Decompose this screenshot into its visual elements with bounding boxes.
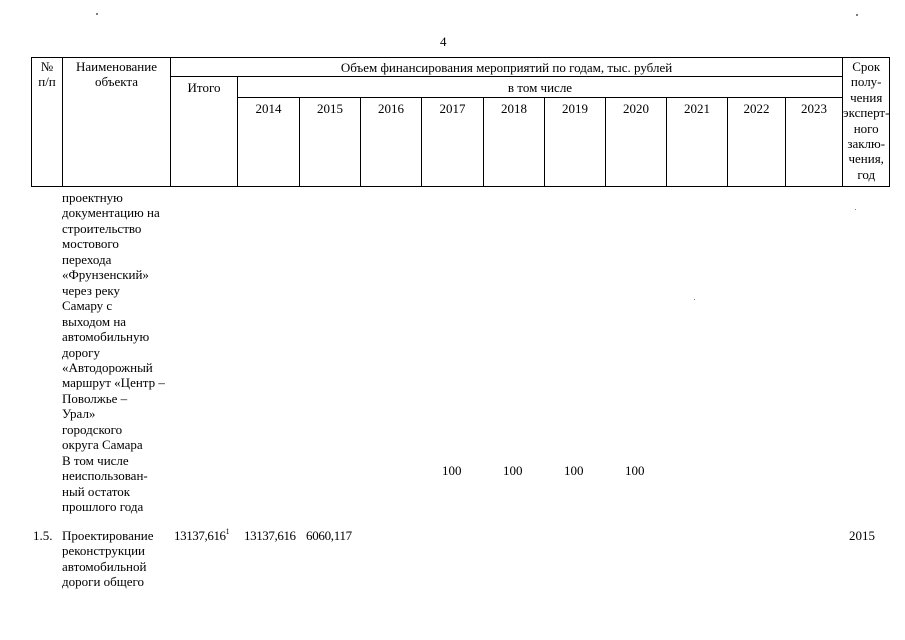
- header-year: 2023: [786, 98, 843, 187]
- name-line: В том числе: [62, 452, 129, 468]
- page-number: 4: [440, 34, 447, 49]
- header-year: 2016: [361, 98, 422, 187]
- unused-2017: 100: [442, 463, 462, 478]
- header-deadline-cell: [843, 58, 890, 187]
- name-line: проектную: [62, 190, 123, 205]
- header-year: 2018: [484, 98, 545, 187]
- header-funding: Объем финансирования мероприятий по годам, тыс. рублей: [171, 58, 843, 77]
- footnote-mark: 1: [225, 527, 230, 536]
- name-line: реконструкции: [62, 543, 146, 559]
- name-line: маршрут «Центр –: [62, 375, 165, 391]
- header-year: 2014: [238, 98, 300, 187]
- unused-2019: 100: [564, 463, 584, 478]
- item-name: [62, 528, 170, 590]
- item-2015: 6060,117: [306, 528, 352, 543]
- item-deadline: 2015: [849, 528, 875, 543]
- name-line: «Фрунзенский»: [62, 267, 149, 283]
- name-line: автомобильной: [62, 558, 147, 574]
- name-line: неиспользован-: [62, 468, 148, 484]
- name-line: Проектирование: [62, 528, 154, 543]
- name-line: городского: [62, 421, 123, 437]
- name-line: перехода: [62, 251, 112, 267]
- header-deadline-line: год: [857, 166, 876, 182]
- scan-speck: [855, 209, 856, 210]
- name-line: дороги общего: [62, 574, 145, 590]
- unused-2020: 100: [625, 463, 645, 478]
- name-line: Самару с: [62, 298, 113, 314]
- header-year: 2019: [545, 98, 606, 187]
- header-total: Итого: [171, 77, 238, 187]
- header-name-cell: [63, 58, 171, 187]
- name-line: прошлого года: [62, 499, 144, 515]
- header-deadline-line: эксперт-: [843, 105, 890, 121]
- name-line: строительство: [62, 220, 142, 236]
- header-year: 2021: [667, 98, 728, 187]
- name-line: Урал»: [62, 406, 96, 422]
- name-line: автомобильную: [62, 329, 150, 345]
- name-line: мостового: [62, 236, 119, 252]
- item-total: [174, 528, 229, 543]
- item-number: 1.5.: [33, 528, 53, 543]
- scan-speck: [856, 14, 858, 16]
- header-year: 2020: [606, 98, 667, 187]
- item-2014: 13137,616: [244, 528, 296, 543]
- name-line: Поволжье –: [62, 390, 128, 406]
- scan-speck: [694, 299, 695, 300]
- name-line: дорогу: [62, 344, 100, 360]
- header-deadline-line: полу-: [850, 74, 882, 90]
- header-name: Наименование объекта: [76, 59, 157, 89]
- header-year: 2017: [422, 98, 484, 187]
- name-line: «Автодорожный: [62, 359, 153, 375]
- header-deadline-line: заклю-: [847, 136, 886, 152]
- header-num: № п/п: [38, 59, 56, 89]
- item-total-value: 13137,616: [174, 528, 226, 543]
- name-line: через реку: [62, 282, 121, 298]
- header-deadline-line: Срок: [852, 59, 881, 74]
- continued-object-name: [62, 190, 170, 515]
- table-header: [31, 57, 890, 187]
- header-year: 2022: [728, 98, 786, 187]
- header-deadline-line: ного: [853, 120, 879, 136]
- scan-speck: [96, 13, 98, 15]
- name-line: документацию на: [62, 205, 160, 221]
- header-deadline-line: чения: [850, 89, 883, 105]
- name-line: ный остаток: [62, 483, 131, 499]
- header-num-cell: [32, 58, 63, 187]
- header-deadline-line: чения,: [848, 151, 884, 167]
- header-including: в том числе: [238, 77, 843, 98]
- unused-2018: 100: [503, 463, 523, 478]
- name-line: округа Самара: [62, 437, 143, 453]
- name-line: выходом на: [62, 313, 127, 329]
- header-year: 2015: [300, 98, 361, 187]
